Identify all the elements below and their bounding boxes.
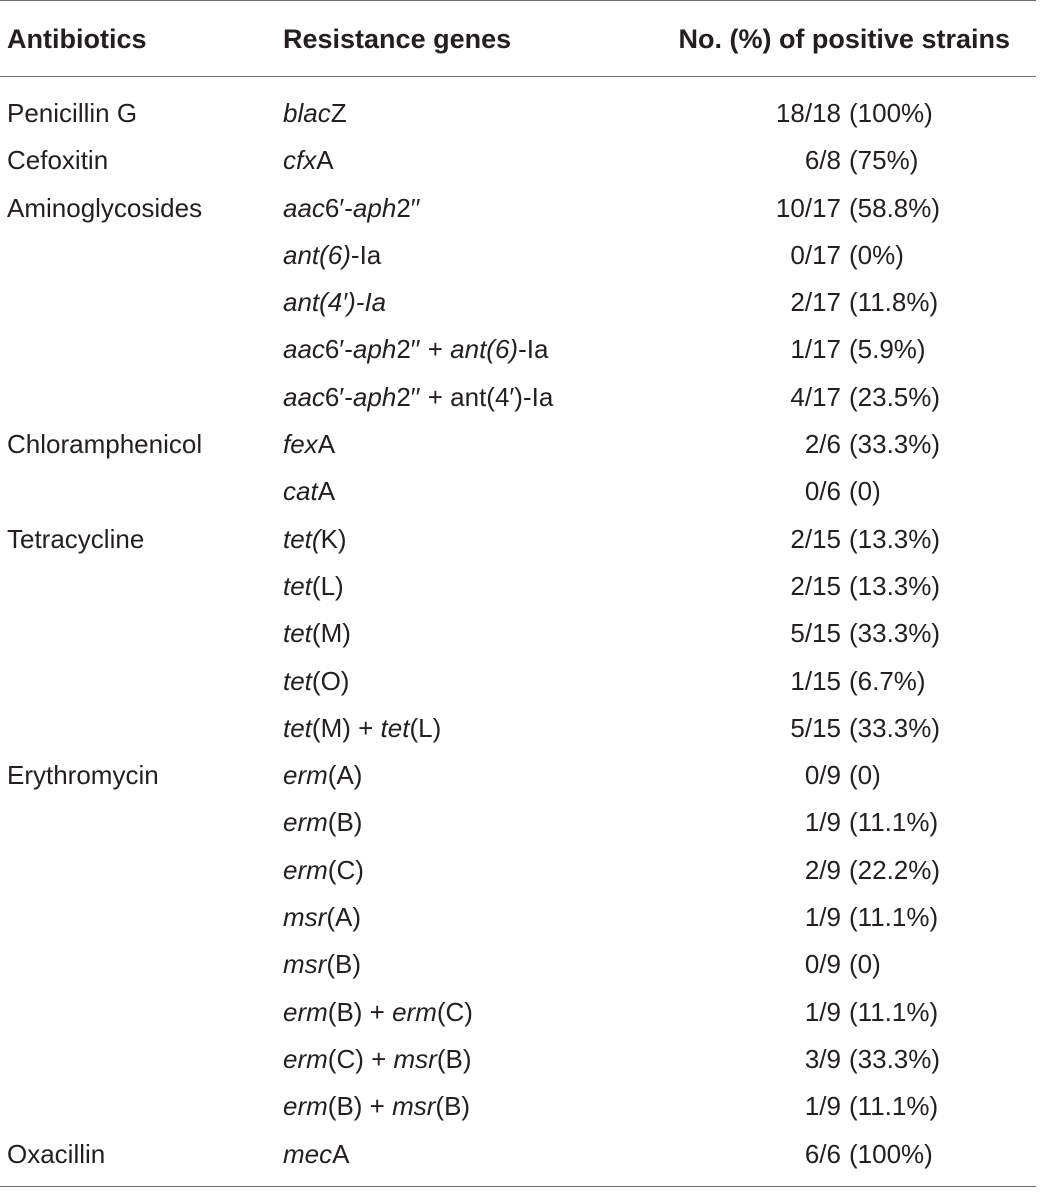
positive-percent: (11.1%)	[849, 996, 939, 1027]
resistance-gene-cell	[283, 992, 473, 1032]
gene-segment: 6′-	[324, 381, 353, 412]
positive-fraction: 0/9	[804, 949, 841, 980]
positive-strains-cell	[790, 377, 945, 417]
positive-percent: (33.3%)	[849, 712, 941, 743]
positive-fraction: 1/17	[790, 334, 841, 365]
resistance-gene-cell	[283, 282, 386, 322]
gene-segment: aph	[352, 192, 397, 223]
gene-segment: (A)	[326, 902, 361, 933]
positive-fraction: 2/6	[804, 429, 841, 460]
positive-strains-cell	[805, 1086, 945, 1126]
positive-percent: (23.5%)	[849, 381, 941, 412]
positive-fraction: 1/9	[804, 902, 841, 933]
resistance-gene-cell	[283, 329, 548, 369]
table-row	[0, 329, 1040, 376]
gene-segment: cat	[283, 476, 318, 507]
positive-fraction: 1/15	[790, 665, 841, 696]
table-row	[0, 944, 1040, 991]
gene-segment: (B) +	[327, 1091, 393, 1122]
positive-strains-cell	[790, 661, 945, 701]
header-antibiotics: Antibiotics	[7, 24, 147, 54]
positive-percent: (11.1%)	[849, 1091, 939, 1122]
resistance-gene-cell	[283, 850, 364, 890]
table-row	[0, 850, 1040, 897]
positive-percent: (100%)	[849, 1138, 933, 1169]
positive-percent: (5.9%)	[849, 334, 926, 365]
positive-fraction: 0/6	[804, 476, 841, 507]
resistance-gene-cell	[283, 471, 335, 511]
gene-segment: tet(	[283, 523, 321, 554]
gene-segment: erm	[283, 807, 328, 838]
gene-segment: aac	[283, 192, 325, 223]
gene-segment: 6′-	[324, 334, 353, 365]
positive-fraction: 0/17	[790, 239, 841, 270]
positive-fraction: 1/9	[804, 807, 841, 838]
positive-strains-cell	[790, 329, 945, 369]
positive-strains-cell	[805, 755, 945, 795]
positive-fraction: 1/9	[804, 1091, 841, 1122]
gene-segment: erm	[283, 854, 328, 885]
gene-segment: A	[317, 429, 336, 460]
gene-segment: erm	[283, 996, 328, 1027]
gene-segment: (L)	[409, 712, 442, 743]
positive-strains-cell	[776, 188, 945, 228]
positive-strains-cell	[790, 566, 945, 606]
antibiotic-cell: Oxacillin	[7, 1138, 106, 1169]
header-positive-strains: No. (%) of positive strains	[678, 24, 1010, 54]
gene-segment: msr	[392, 1091, 436, 1122]
positive-percent: (0)	[849, 760, 881, 791]
resistance-gene-cell	[283, 802, 362, 842]
table-body	[0, 93, 1040, 1181]
resistance-gene-cell	[283, 1086, 470, 1126]
gene-segment: erm	[392, 996, 437, 1027]
positive-percent: (58.8%)	[849, 192, 941, 223]
positive-percent: (0%)	[849, 239, 904, 270]
positive-strains-cell	[805, 471, 945, 511]
resistance-gene-cell	[283, 897, 361, 937]
gene-segment: Z	[330, 98, 347, 128]
gene-segment: (B)	[327, 807, 363, 838]
table-bottom-rule	[0, 1186, 1036, 1187]
positive-percent: (11.8%)	[849, 287, 939, 318]
header-resistance-genes: Resistance genes	[283, 24, 512, 54]
table-row	[0, 755, 1040, 802]
table-row	[0, 802, 1040, 849]
gene-segment: tet	[380, 712, 410, 743]
positive-percent: (75%)	[849, 145, 919, 176]
positive-fraction: 5/15	[790, 712, 841, 743]
positive-fraction: 1/9	[804, 996, 841, 1027]
gene-segment: tet	[283, 618, 312, 649]
positive-percent: (22.2%)	[849, 854, 941, 885]
positive-percent: (100%)	[849, 98, 933, 128]
gene-segment: msr	[283, 949, 327, 980]
gene-segment: tet	[283, 665, 312, 696]
positive-fraction: 2/9	[804, 854, 841, 885]
gene-segment: aac	[283, 381, 325, 412]
positive-fraction: 5/15	[790, 618, 841, 649]
resistance-gene-cell	[283, 235, 381, 275]
gene-segment: (B)	[326, 949, 361, 980]
positive-strains-cell	[805, 424, 945, 464]
gene-segment: fex	[283, 429, 318, 460]
positive-fraction: 4/17	[790, 381, 841, 412]
resistance-gene-cell	[283, 661, 349, 701]
table-row	[0, 140, 1040, 187]
table-row	[0, 897, 1040, 944]
positive-strains-cell	[805, 897, 945, 937]
positive-fraction: 10/17	[775, 192, 841, 223]
resistance-gene-cell	[283, 944, 361, 984]
gene-segment: erm	[283, 1091, 328, 1122]
positive-strains-cell	[790, 235, 945, 275]
gene-segment: msr	[393, 1043, 437, 1074]
resistance-gene-cell	[283, 424, 335, 464]
table-row	[0, 613, 1040, 660]
positive-strains-cell	[790, 282, 945, 322]
positive-strains-cell	[805, 140, 945, 180]
gene-segment: aac	[283, 334, 325, 365]
gene-segment: ant(6)	[283, 239, 351, 270]
positive-strains-cell	[805, 850, 945, 890]
gene-segment: aph	[352, 381, 397, 412]
resistance-gene-cell	[283, 566, 344, 606]
antibiotic-cell: Chloramphenicol	[7, 429, 203, 460]
positive-strains-cell	[805, 802, 945, 842]
gene-segment: erm	[283, 760, 328, 791]
gene-segment: 6′-	[324, 192, 353, 223]
table-row	[0, 93, 1040, 140]
gene-segment: -Ia	[518, 334, 549, 365]
table-row	[0, 1086, 1040, 1133]
table-row	[0, 1134, 1040, 1181]
table-row	[0, 424, 1040, 471]
table-header-rule	[0, 76, 1036, 77]
positive-percent: (13.3%)	[849, 523, 941, 554]
table-row	[0, 661, 1040, 708]
gene-segment: 2′′ +	[396, 334, 451, 365]
gene-segment: (M) +	[311, 712, 381, 743]
resistance-gene-cell	[283, 755, 362, 795]
gene-segment: (L)	[311, 570, 344, 601]
antibiotic-cell: Tetracycline	[7, 523, 145, 554]
resistance-gene-cell	[283, 1134, 349, 1174]
gene-segment: (C)	[327, 854, 364, 885]
positive-strains-cell	[790, 613, 945, 653]
table-row	[0, 519, 1040, 566]
positive-percent: (13.3%)	[849, 570, 941, 601]
table-row	[0, 282, 1040, 329]
positive-percent: (33.3%)	[849, 1043, 941, 1074]
gene-segment: A	[317, 476, 336, 507]
positive-fraction: 2/15	[790, 523, 841, 554]
gene-segment: (C) +	[327, 1043, 394, 1074]
table-row	[0, 566, 1040, 613]
gene-segment: msr	[283, 902, 327, 933]
resistance-gene-cell	[283, 377, 553, 417]
gene-segment: (A)	[327, 760, 363, 791]
table-row	[0, 1039, 1040, 1086]
antibiotic-cell: Cefoxitin	[7, 145, 109, 176]
gene-segment: cfx	[283, 145, 317, 176]
gene-segment: -Ia	[350, 239, 382, 270]
gene-segment: (B)	[436, 1043, 472, 1074]
gene-segment: aph	[352, 334, 397, 365]
positive-strains-cell	[805, 1134, 945, 1174]
positive-strains-cell	[790, 519, 945, 559]
gene-segment: A	[316, 145, 334, 176]
gene-segment: (M)	[311, 618, 351, 649]
gene-segment: K)	[320, 523, 347, 554]
resistance-gene-cell	[283, 1039, 472, 1079]
gene-segment: (B)	[435, 1091, 471, 1122]
positive-percent: (6.7%)	[849, 665, 926, 696]
gene-segment: (C)	[436, 996, 473, 1027]
gene-segment: tet	[283, 570, 312, 601]
table-row	[0, 377, 1040, 424]
gene-segment: 2′′ + ant(4′)-Ia	[396, 381, 554, 412]
antibiotic-cell: Erythromycin	[7, 760, 159, 791]
positive-fraction: 2/17	[790, 287, 841, 318]
positive-strains-cell	[805, 1039, 945, 1079]
gene-segment: tet	[283, 712, 312, 743]
table-row	[0, 188, 1040, 235]
table-row	[0, 992, 1040, 1039]
positive-fraction: 2/15	[790, 570, 841, 601]
positive-percent: (0)	[849, 949, 881, 980]
resistance-gene-cell	[283, 708, 441, 748]
gene-segment: blac	[283, 98, 331, 128]
table-row	[0, 471, 1040, 518]
antibiotic-cell: Aminoglycosides	[7, 192, 203, 223]
positive-strains-cell	[805, 944, 945, 984]
positive-strains-cell	[790, 708, 945, 748]
resistance-gene-cell	[283, 140, 334, 180]
resistance-gene-cell	[283, 613, 351, 653]
gene-segment: (O)	[311, 665, 350, 696]
gene-segment: 2′′	[396, 192, 421, 223]
gene-segment: ant(6)	[450, 334, 519, 365]
table-row	[0, 235, 1040, 282]
positive-percent: (11.1%)	[849, 807, 939, 838]
positive-fraction: 6/8	[804, 145, 841, 176]
table-top-rule	[0, 0, 1036, 1]
positive-strains-cell	[776, 93, 945, 133]
gene-segment: erm	[283, 1043, 328, 1074]
positive-fraction: 3/9	[804, 1043, 841, 1074]
positive-fraction: 6/6	[804, 1138, 841, 1169]
positive-percent: (33.3%)	[849, 618, 941, 649]
positive-percent: (33.3%)	[849, 429, 941, 460]
positive-fraction: 0/9	[804, 760, 841, 791]
gene-segment: mec	[283, 1138, 333, 1169]
positive-fraction: 18/18	[775, 98, 841, 128]
table-row	[0, 708, 1040, 755]
gene-segment: ant(4′)-Ia	[283, 287, 387, 318]
positive-percent: (11.1%)	[849, 902, 939, 933]
positive-percent: (0)	[849, 476, 881, 507]
gene-segment: A	[332, 1138, 350, 1169]
positive-strains-cell	[805, 992, 945, 1032]
resistance-gene-cell	[283, 519, 347, 559]
antibiotic-cell: Penicillin G	[7, 98, 138, 128]
resistance-gene-cell	[283, 188, 421, 228]
resistance-gene-cell	[283, 93, 347, 133]
gene-segment: (B) +	[327, 996, 393, 1027]
